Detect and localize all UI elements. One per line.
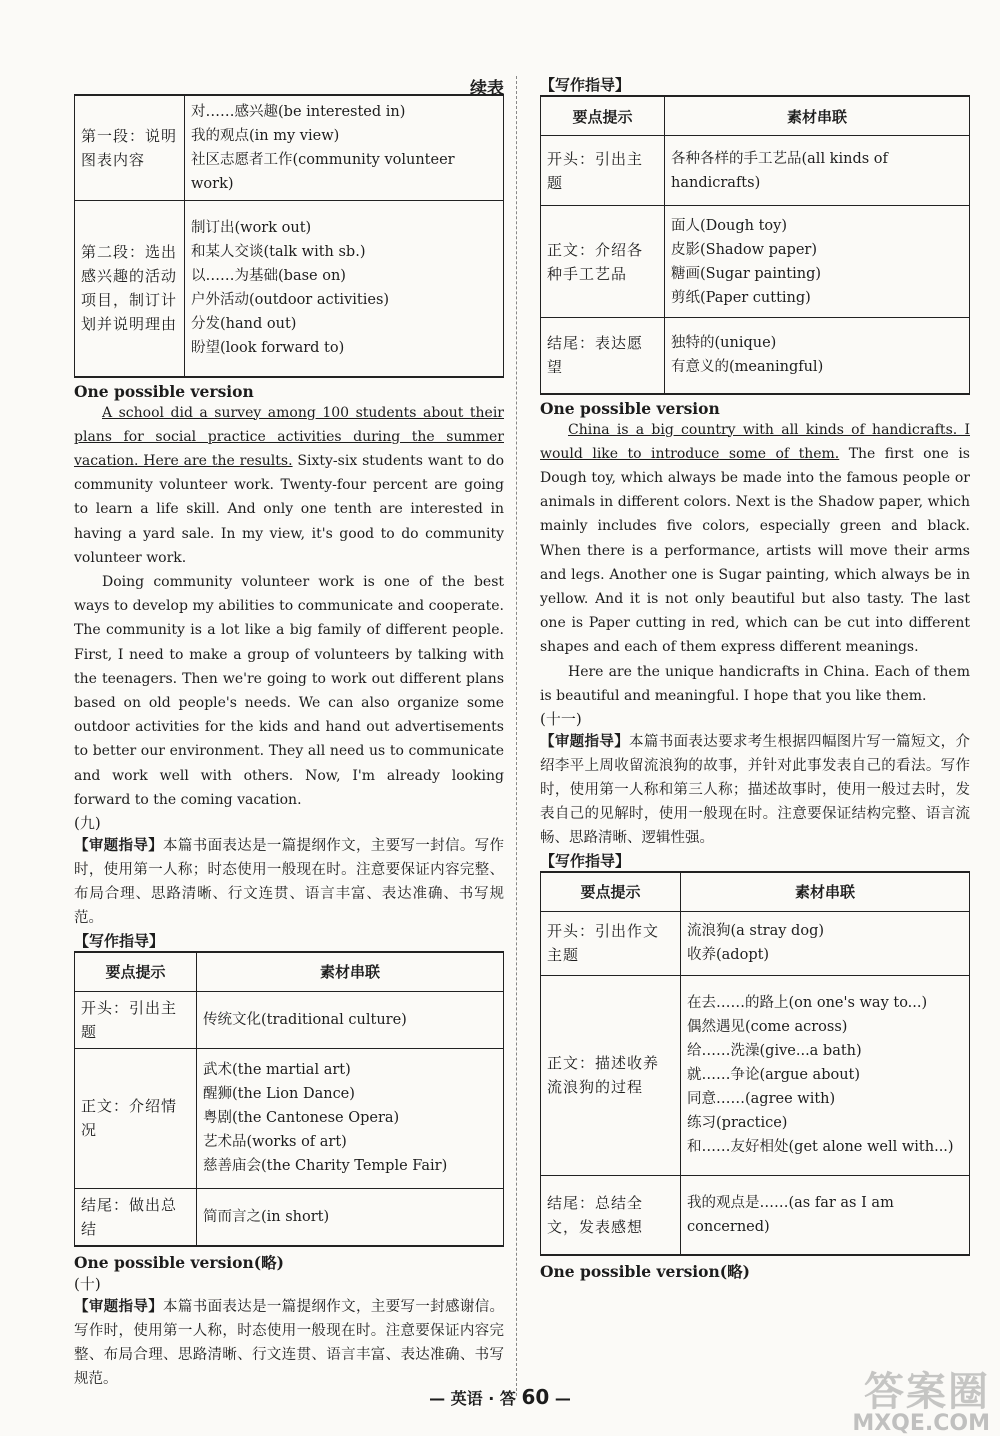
essay-paragraph <box>74 401 504 570</box>
underlined-sentence: China is a big country with all kinds of handicrafts. I would like to introduce some of them. <box>540 421 970 462</box>
material-item: 皮影(Shadow paper) <box>671 241 817 258</box>
table-materials <box>681 911 970 975</box>
table-row <box>541 975 970 1175</box>
column-divider <box>516 76 517 1396</box>
underlined-sentence: A school did a survey among 100 students about their plans for social practice activities during the summer vacation. Here are the results. <box>74 404 504 469</box>
material-item: 流浪狗(a stray dog) <box>687 923 825 940</box>
table-materials <box>681 1175 970 1255</box>
guidance-text: 本篇书面表达是一篇提纲作文，主要写一封信。写作时，使用第一人称；时态使用一般现在时。注意要保证内容完整、布局合理、思路清晰、行文连贯、语言丰富、表达准确、书写规范。 <box>74 837 505 926</box>
footer-dash: — <box>554 1389 571 1408</box>
version-title: One possible version <box>540 398 720 418</box>
continued-label: 续表 <box>470 79 504 99</box>
version-omitted: One possible version(略) <box>540 1262 750 1282</box>
guidance-text: 本篇书面表达是一篇提纲作文，主要写一封感谢信。写作时，使用第一人称，时态使用一般现在时。注意要保证内容完整、布局合理、思路清晰、行文连贯、语言丰富、表达准确、书写规范。 <box>74 1298 505 1387</box>
version-title: One possible version <box>74 381 254 401</box>
material-item: 对……感兴趣(be interested in) <box>191 104 406 120</box>
table-row <box>541 911 970 975</box>
material-item: 分发(hand out) <box>191 316 297 333</box>
watermark-logo <box>852 1360 990 1436</box>
material-item: 慈善庙会(the Charity Temple Fair) <box>203 1158 448 1175</box>
header-materials: 素材串联 <box>665 96 970 136</box>
review-guidance <box>74 834 504 930</box>
table-header-row <box>541 872 970 912</box>
table-materials <box>665 206 970 318</box>
table-key: 正文：描述收养流浪狗的过程 <box>541 975 681 1175</box>
page-number: 60 <box>521 1385 550 1409</box>
material-item: 我的观点(in my view) <box>191 128 340 144</box>
table-key: 开头：引出作文主题 <box>541 911 681 975</box>
material-item: 以……为基础(base on) <box>191 268 346 285</box>
section-number: (十一) <box>540 709 582 728</box>
essay-paragraph <box>540 418 970 660</box>
table-key: 第一段：说明图表内容 <box>75 95 185 201</box>
header-key: 要点提示 <box>541 96 665 136</box>
material-item: 和某人交谈(talk with sb.) <box>191 244 366 261</box>
material-item: 盼望(look forward to) <box>191 340 345 357</box>
table-row <box>541 318 970 394</box>
essay-text: Sixty-six students want to do community volunteer work. Twenty-four percent are going to learn a life skill. And only one tenth are interested in having a yard sale. In my view, it's good to do community volunteer work. <box>74 452 505 566</box>
material-item: 练习(practice) <box>687 1115 788 1132</box>
review-guidance <box>74 1295 504 1391</box>
table-row <box>75 991 504 1048</box>
section-number: (九) <box>74 813 101 832</box>
header-key: 要点提示 <box>541 872 681 912</box>
table-row <box>541 206 970 318</box>
table-row <box>75 201 504 377</box>
material-item: 我的观点是……(as far as I am concerned) <box>687 1195 894 1236</box>
table-materials <box>185 201 504 377</box>
table-row <box>75 95 504 201</box>
table-row <box>541 1175 970 1255</box>
material-item: 偶然遇见(come across) <box>687 1019 848 1036</box>
essay-text: The first one is Dough toy, which always be made into the famous people or animals in different colors. Next is the Shadow paper, which mainly includes five colors, especially green and black. When there is a performance, artists will move their arms and legs. Another one is Sugar painting, which always be in yellow. And it is not only beautiful but also tasty. The last one is Paper cutting in red, which can be cut into different shapes and each of them express different meanings. <box>540 445 970 656</box>
material-item: 同意……(agree with) <box>687 1091 836 1108</box>
header-materials: 素材串联 <box>681 872 970 912</box>
guide-table-9 <box>74 951 504 1247</box>
header-key: 要点提示 <box>75 952 197 992</box>
table-materials <box>665 136 970 206</box>
table-header-row <box>541 96 970 136</box>
outline-table-8 <box>74 94 504 378</box>
material-item: 户外活动(outdoor activities) <box>191 292 390 309</box>
material-item: 各种各样的手工艺品(all kinds of handicrafts) <box>671 150 888 191</box>
table-key: 结尾：做出总结 <box>75 1188 197 1246</box>
table-row <box>75 1048 504 1188</box>
page-footer <box>0 1385 1000 1409</box>
review-guidance <box>540 730 970 850</box>
material-item: 制订出(work out) <box>191 220 312 237</box>
table-key: 结尾：总结全文，发表感想 <box>541 1175 681 1255</box>
writing-guide-heading: 【写作指导】 <box>74 931 165 950</box>
table-key: 开头：引出主题 <box>541 136 665 206</box>
left-column <box>74 0 504 1391</box>
material-item: 有意义的(meaningful) <box>671 359 824 376</box>
guide-table-10 <box>540 95 970 395</box>
table-materials <box>197 1048 504 1188</box>
material-item: 面人(Dough toy) <box>671 217 787 234</box>
material-item: 就……争论(argue about) <box>687 1067 861 1084</box>
table-key: 开头：引出主题 <box>75 991 197 1048</box>
version-omitted: One possible version(略) <box>74 1252 284 1272</box>
material-item: 社区志愿者工作(community volunteer work) <box>191 152 455 192</box>
table-key: 结尾：表达愿望 <box>541 318 665 394</box>
guide-table-11 <box>540 871 970 1257</box>
material-item: 粤剧(the Cantonese Opera) <box>203 1110 400 1127</box>
guidance-text: 本篇书面表达要求考生根据四幅图片写一篇短文，介绍李平上周收留流浪狗的故事，并针对此事发表自己的看法。写作时，使用第一人称和第三人称；描述故事时，使用一般过去时，发表自己的见解时，使用一般现在时。注意要保证结构完整、语言流畅、思路清晰、逻辑性强。 <box>540 733 971 846</box>
material-item: 醒狮(the Lion Dance) <box>203 1086 355 1103</box>
material-item: 给……洗澡(give...a bath) <box>687 1043 862 1060</box>
material-item: 武术(the martial art) <box>203 1062 351 1079</box>
material-item: 简而言之(in short) <box>203 1208 330 1225</box>
watermark-text: 答案圈 <box>864 1369 990 1415</box>
table-row <box>541 136 970 206</box>
material-item: 在去……的路上(on one's way to...) <box>687 995 928 1012</box>
section-number: (十) <box>74 1274 101 1293</box>
table-materials <box>681 975 970 1175</box>
header-materials: 素材串联 <box>197 952 504 992</box>
footer-subject: — 英语 · 答 <box>429 1389 516 1408</box>
table-materials <box>665 318 970 394</box>
essay-paragraph: Doing community volunteer work is one of the best ways to develop my abilities to communicate and cooperate. The community is a lot like a big family of different people. First, I need to make a group of volunteers by talking with the teenagers. Then we're going to work out different plans based on old people's needs. We can also organize some outdoor activities for the kids and hand out advertisements to better our environment. They all need us to communicate and work well with others. Now, I'm already looking forward to the coming vacation. <box>74 573 504 808</box>
guidance-label: 【审题指导】 <box>74 1298 164 1315</box>
guidance-label: 【审题指导】 <box>74 837 164 854</box>
material-item: 传统文化(traditional culture) <box>203 1011 407 1028</box>
material-item: 和……友好相处(get alone well with...) <box>687 1139 954 1156</box>
writing-guide-heading: 【写作指导】 <box>540 76 631 94</box>
writing-guide-heading: 【写作指导】 <box>540 851 631 870</box>
material-item: 收养(adopt) <box>687 947 770 964</box>
material-item: 剪纸(Paper cutting) <box>671 289 811 306</box>
table-materials <box>185 95 504 201</box>
table-row <box>75 1188 504 1246</box>
guidance-label: 【审题指导】 <box>540 733 630 750</box>
essay-paragraph: Here are the unique handicrafts in China. Each of them is beautiful and meaningful. I hope that you like them. <box>540 663 970 704</box>
right-column <box>540 0 970 1282</box>
material-item: 独特的(unique) <box>671 335 777 352</box>
watermark-url: MXQE.COM <box>852 1411 990 1436</box>
table-header-row <box>75 952 504 992</box>
material-item: 糖画(Sugar painting) <box>671 265 822 282</box>
table-key: 正文：介绍各种手工艺品 <box>541 206 665 318</box>
table-materials <box>197 1188 504 1246</box>
table-key: 第二段：选出感兴趣的活动项目，制订计划并说明理由 <box>75 201 185 377</box>
table-materials <box>197 991 504 1048</box>
table-key: 正文：介绍情况 <box>75 1048 197 1188</box>
material-item: 艺术品(works of art) <box>203 1134 347 1151</box>
